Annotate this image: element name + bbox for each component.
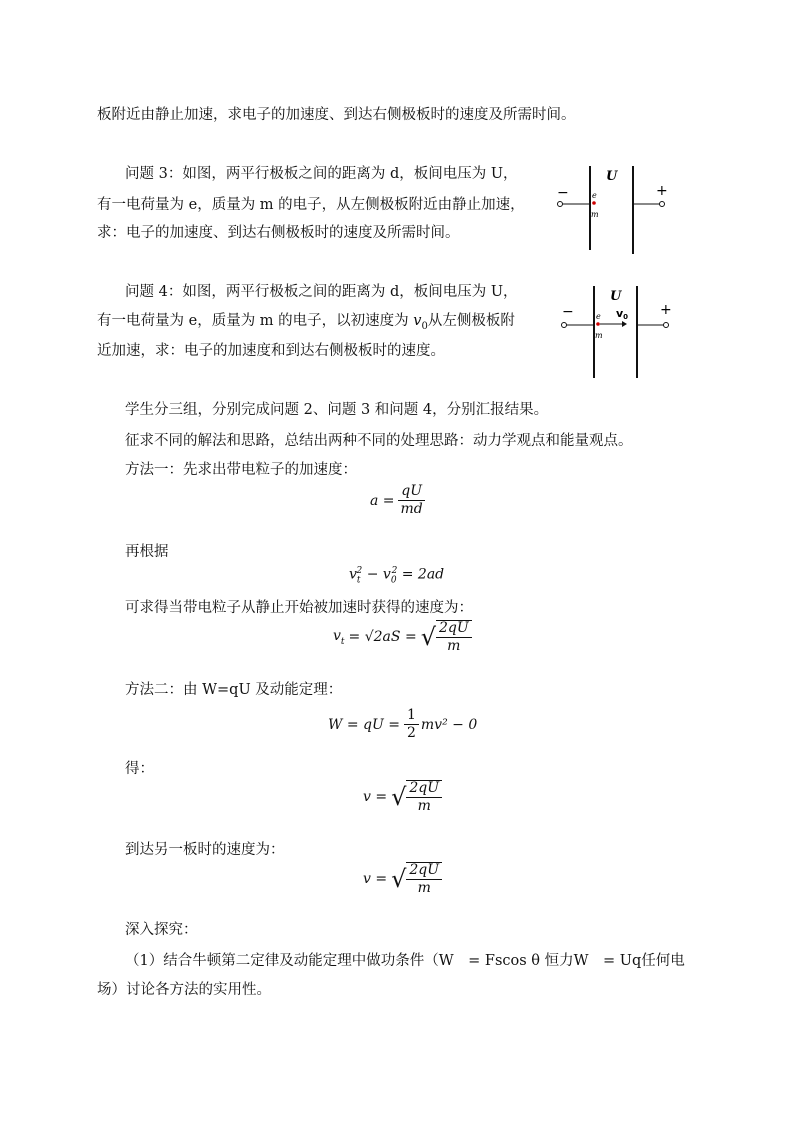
eq-vt-fraction <box>436 620 472 654</box>
obtain-velocity: 可求得当带电粒子从静止开始被加速时获得的速度为： <box>125 600 473 616</box>
question4-line2-part1: 有一电荷量为 e，质量为 m 的电子，以初速度为 <box>97 313 414 329</box>
eq-v1-fraction <box>406 780 442 814</box>
question4-line2 <box>97 312 515 336</box>
eq-w-half-den: 2 <box>406 725 416 741</box>
method-two: 方法二：由 W=qU 及动能定理： <box>125 682 343 698</box>
right-terminal <box>660 202 665 207</box>
then-according: 再根据 <box>125 544 169 560</box>
solicit-methods: 征求不同的解法和思路，总结出两种不同的处理思路：动力学观点和能量观点。 <box>125 433 633 449</box>
students-groups: 学生分三组，分别完成问题 2、问题 3 和问题 4，分别汇报结果。 <box>125 402 549 418</box>
eq-v2-denominator: m <box>417 880 431 896</box>
method-one: 方法一：先求出带电粒子的加速度： <box>125 462 357 478</box>
capacitor-diagram-q4 <box>556 280 674 380</box>
eq-v2-lhs: v = <box>363 871 388 887</box>
minus-sign: − <box>562 304 574 320</box>
discussion-line2: 场）讨论各方法的实用性。 <box>97 982 271 998</box>
question4-line1: 问题 4：如图，两平行极板之间的距离为 d，板间电压为 U， <box>125 284 518 300</box>
equation-acceleration <box>370 484 426 517</box>
left-terminal <box>562 323 567 328</box>
capacitor-diagram-q3 <box>552 158 670 258</box>
right-terminal <box>664 323 669 328</box>
sqrt-sign-icon: √ <box>391 783 407 811</box>
equation-work-energy <box>328 708 477 741</box>
electron-dot <box>592 201 596 205</box>
plus-sign: + <box>660 302 672 318</box>
eq-v2-numerator: 2qU <box>406 863 442 880</box>
reach-other-plate: 到达另一板时的速度为： <box>125 842 285 858</box>
velocity-label: v0 <box>616 307 629 321</box>
voltage-label: U <box>610 289 622 304</box>
charge-label: e <box>592 191 597 200</box>
initial-velocity-subscript: 0 <box>421 320 428 332</box>
deep-exploration: 深入探究： <box>125 922 198 938</box>
eq-a-lhs: a = <box>370 492 395 509</box>
equation-v-final <box>363 862 442 896</box>
equation-v-result <box>363 780 442 814</box>
question4-line2-part2: 从左侧极板附 <box>427 313 515 329</box>
eq-vt-symbol: $v_t$ <box>333 627 345 647</box>
eq-a-fraction <box>398 484 426 517</box>
eq-w-half-num: 1 <box>404 708 419 725</box>
question3-line1: 问题 3：如图，两平行极板之间的距离为 d，板间电压为 U， <box>125 166 518 182</box>
eq-v1-lhs: v = <box>363 789 388 805</box>
plus-sign: + <box>656 183 668 199</box>
question4-line3: 近加速，求：电子的加速度和到达右侧极板时的速度。 <box>97 343 445 359</box>
arrow-head-icon <box>622 321 627 327</box>
equation-vt <box>333 620 472 654</box>
mass-label: m <box>595 331 603 340</box>
voltage-label: U <box>606 169 618 184</box>
eq-vt-numerator: 2qU <box>436 621 472 638</box>
initial-velocity-symbol: v <box>413 313 422 329</box>
result-label: 得： <box>125 761 154 777</box>
sqrt-sign-icon: √ <box>420 623 436 651</box>
eq-a-denominator: md <box>400 501 423 517</box>
sqrt-sign-icon: √ <box>391 865 407 893</box>
charge-label: e <box>596 312 601 321</box>
eq-w-half <box>404 708 419 741</box>
eq-v1-denominator: m <box>417 798 431 814</box>
eq-vt-middle: = √2aS = <box>348 629 417 645</box>
mass-label: m <box>591 210 599 219</box>
eq-w-lhs: W = qU = <box>328 716 400 733</box>
discussion-line1: （1）结合牛顿第二定律及动能定理中做功条件（W = Fscos θ 恒力W = Uq任何电 <box>125 953 685 969</box>
left-terminal <box>558 202 563 207</box>
electron-dot <box>596 322 600 326</box>
eq-v2-fraction <box>406 862 442 896</box>
question3-line2: 有一电荷量为 e，质量为 m 的电子，从左侧极板附近由静止加速， <box>97 197 525 213</box>
eq-w-rhs: mv² − 0 <box>420 716 478 733</box>
equation-kinematics: $v_t^2 - v_0^2 = 2ad$ <box>349 566 445 586</box>
eq-v1-numerator: 2qU <box>406 781 442 798</box>
eq-a-numerator: qU <box>398 484 425 501</box>
paragraph-intro: 板附近由静止加速，求电子的加速度、到达右侧极板时的速度及所需时间。 <box>97 107 576 123</box>
minus-sign: − <box>557 185 569 201</box>
eq-vt-denominator: m <box>447 638 461 654</box>
question3-line3: 求：电子的加速度、到达右侧极板时的速度及所需时间。 <box>97 225 460 241</box>
